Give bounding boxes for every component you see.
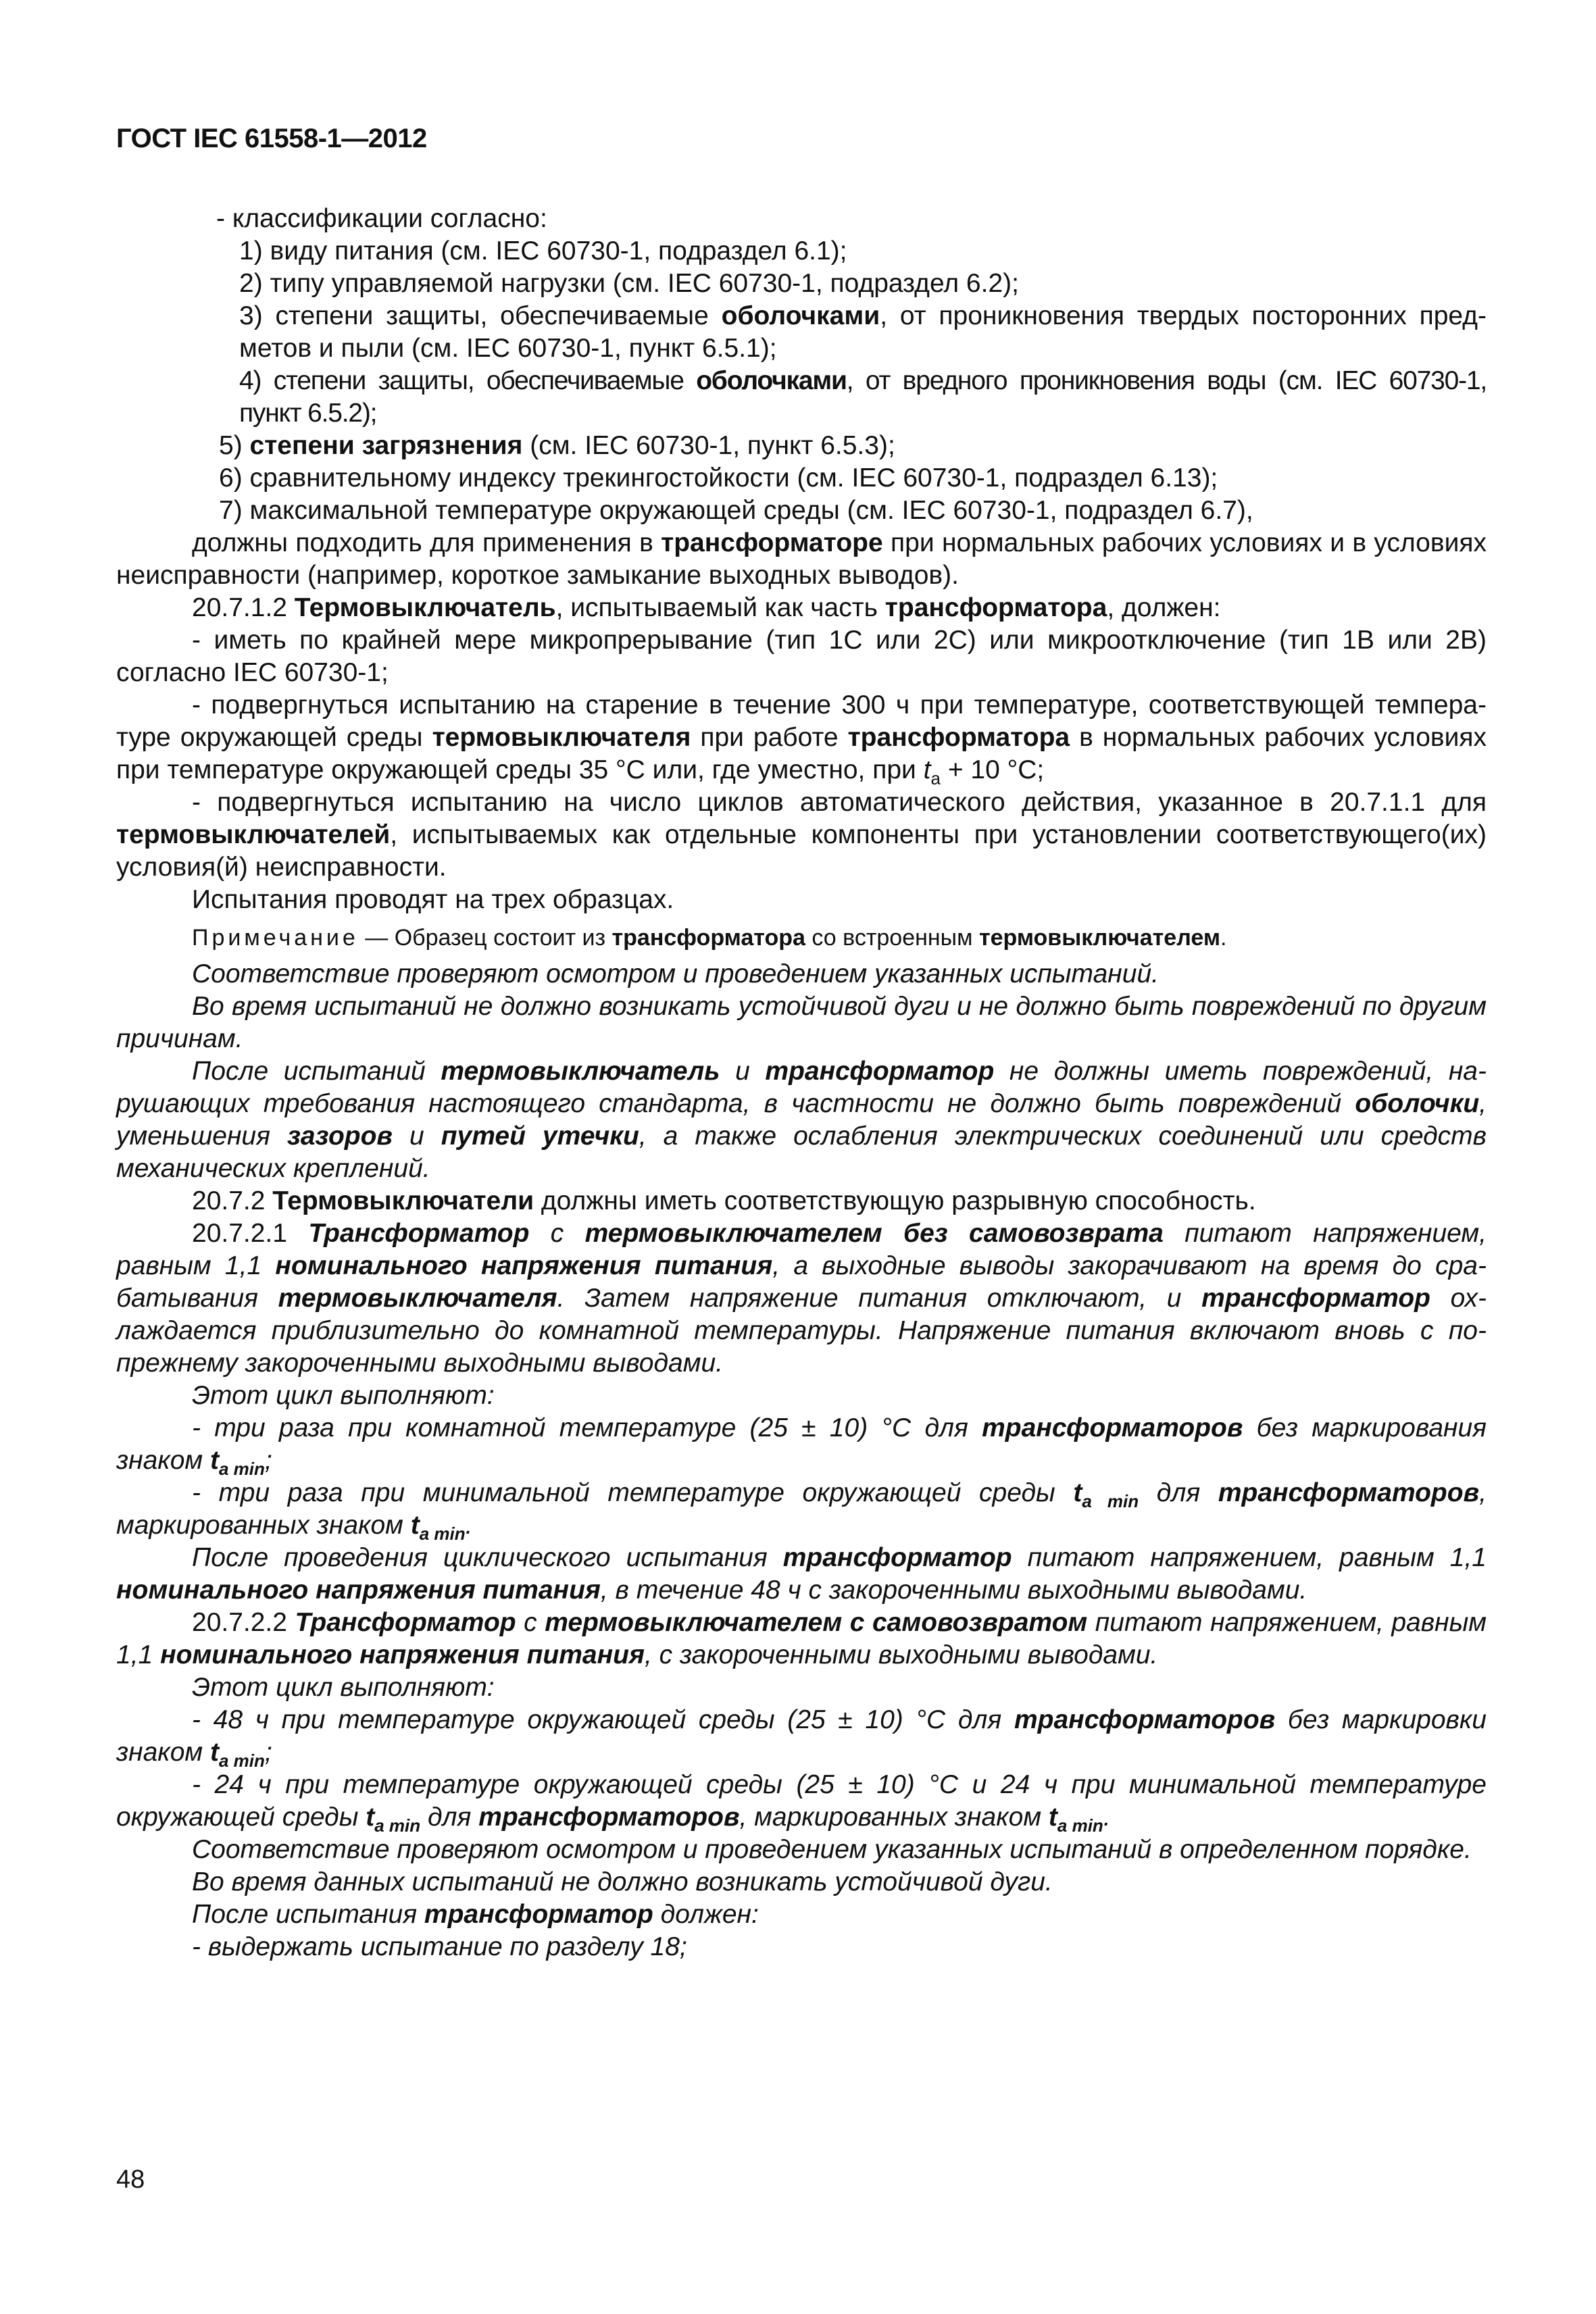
paragraph: Во время испытаний не должно возникать устойчивой дуги и не должно быть повреждений по другим причинам. bbox=[116, 992, 1487, 1053]
document-header: ГОСТ IEC 61558-1—2012 bbox=[116, 124, 427, 153]
paragraph: должны подходить для применения в трансформаторе при нормальных рабочих условиях и в условиях неисправности (например, короткое замыкание выходных выводов). bbox=[116, 528, 1487, 590]
document-body bbox=[116, 203, 1487, 1963]
paragraph: После проведения циклического испытания трансформатор питают напряжением, равным 1,1 номинального напряжения питания, в течение 48 ч с закороченными выходными выводами. bbox=[116, 1543, 1487, 1605]
clause-20-7-1-2: 20.7.1.2 Термовыключатель, испытываемый как часть трансформатора, должен: bbox=[192, 593, 1221, 622]
list-intro: - классификации согласно: bbox=[216, 204, 547, 233]
note: Примечание — Образец состоит из трансформатора со встроенным термовыключателем. bbox=[192, 925, 1227, 951]
paragraph: Соответствие проверяют осмотром и проведением указанных испытаний. bbox=[192, 959, 1159, 988]
list-item: 2) типу управляемой нагрузки (см. IEC 60730-1, подраздел 6.2); bbox=[239, 269, 1019, 298]
paragraph: Испытания проводят на трех образцах. bbox=[192, 885, 674, 914]
clause-20-7-2-1: 20.7.2.1 Трансформатор с термовыключателем без самовозврата питают напряжением, равным 1,1 номинального напряжения питания, а выходные выводы закорачивают на время до срабатывания термовыключателя. Затем напряжение питания отключают, и трансформатор охлаждается приблизительно до комнатной температуры. Напряжение питания включают вновь с попрежнему закороченными выходными выводами. bbox=[116, 1219, 1487, 1378]
paragraph: - три раза при минимальной температуре окружающей среды $t_{a min}$ для трансформаторов, маркированных знаком $t_{a min}$. bbox=[116, 1478, 1487, 1544]
paragraph: - подвергнуться испытанию на старение в течение 300 ч при температуре, соответствующей температуре окружающей среды термовыключателя при работе трансформатора в нормальных рабочих условиях при температуре окружающей среды 35 °С или, где уместно, при $t_a + 10$ °С; bbox=[116, 690, 1487, 788]
list-item: 6) сравнительному индексу трекингостойкости (см. IEC 60730-1, подраздел 6.13); bbox=[219, 463, 1218, 493]
paragraph: - подвергнуться испытанию на число циклов автоматического действия, указанное в 20.7.1.1 для термовыключателей, испытываемых как отдельные компоненты при установлении соответствующего(их) условия(й) неисправности. bbox=[116, 788, 1487, 882]
list-item: 5) степени загрязнения (см. IEC 60730-1, пункт 6.5.3); bbox=[219, 431, 895, 460]
list-item: 3) степени защиты, обеспечиваемые оболочками, от проникновения твердых посторонних предметов и пыли (см. IEC 60730-1, пункт 6.5.1); bbox=[239, 301, 1487, 363]
paragraph: Этот цикл выполняют: bbox=[192, 1381, 495, 1410]
clause-20-7-2: 20.7.2 Термовыключатели должны иметь соответствующую разрывную способность. bbox=[192, 1186, 1256, 1215]
paragraph: Этот цикл выполняют: bbox=[192, 1673, 495, 1702]
paragraph: Во время данных испытаний не должно возникать устойчивой дуги. bbox=[192, 1867, 1053, 1896]
paragraph: После испытаний термовыключатель и трансформатор не должны иметь повреждений, нарушающих требования настоящего стандарта, в частности не должно быть повреждений оболочки, уменьшения зазоров и путей утечки, а также ослабления электрических соединений или средств механических креплений. bbox=[116, 1057, 1487, 1183]
clause-20-7-2-2: 20.7.2.2 Трансформатор с термовыключателем с самовозвратом питают напряжением, равным 1,1 номинального напряжения питания, с закороченными выходными выводами. bbox=[116, 1608, 1487, 1669]
list-item: 4) степени защиты, обеспечиваемые оболочками, от вредного проникновения воды (см. IEC 60730-1, пункт 6.5.2); bbox=[239, 366, 1487, 428]
paragraph: - три раза при комнатной температуре (25 ± 10) °С для трансформаторов без маркирования знаком $t_{a min}$; bbox=[116, 1413, 1487, 1479]
paragraph: Соответствие проверяют осмотром и проведением указанных испытаний в определенном порядке. bbox=[192, 1835, 1472, 1864]
list-item: 7) максимальной температуре окружающей среды (см. IEC 60730-1, подраздел 6.7), bbox=[219, 496, 1253, 525]
paragraph: - иметь по крайней мере микропрерывание (тип 1C или 2C) или микроотключение (тип 1B или 2B) согласно IEC 60730-1; bbox=[116, 626, 1487, 687]
paragraph: - 24 ч при температуре окружающей среды (25 ± 10) °С и 24 ч при минимальной температуре окружающей среды $t_{a min}$ для трансформаторов, маркированных знаком $t_{a min}$. bbox=[116, 1770, 1487, 1836]
page-number: 48 bbox=[116, 2165, 145, 2194]
paragraph: - выдержать испытание по разделу 18; bbox=[192, 1932, 687, 1961]
paragraph: - 48 ч при температуре окружающей среды (25 ± 10) °С для трансформаторов без маркировки знаком $t_{a min}$; bbox=[116, 1705, 1487, 1771]
paragraph: После испытания трансформатор должен: bbox=[192, 1900, 759, 1929]
list-item: 1) виду питания (см. IEC 60730-1, подраздел 6.1); bbox=[239, 236, 847, 266]
